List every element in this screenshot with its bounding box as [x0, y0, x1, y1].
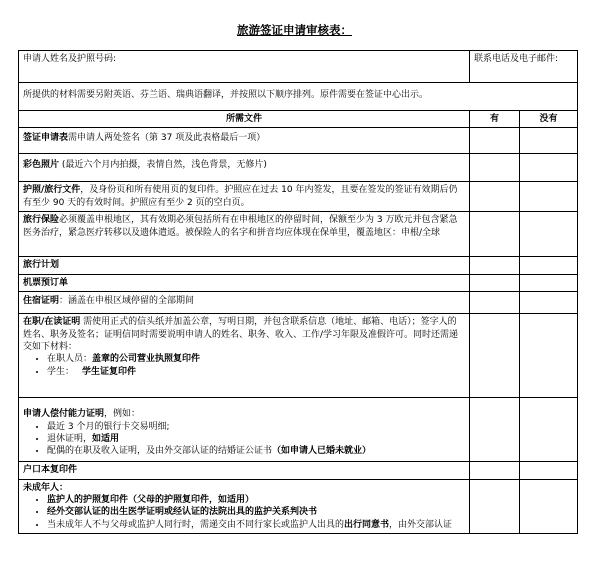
check-yes[interactable] — [470, 274, 520, 291]
contact-cell[interactable] — [470, 51, 578, 83]
check-yes[interactable] — [470, 398, 520, 462]
check-no[interactable] — [520, 314, 578, 398]
list-item: • 退休证明，如适用 — [47, 433, 465, 445]
list-item: • 当未成年人不与父母或监护人同行时，需递交由不同行家长或监护人出具的出行同意书，由外交部认证 — [47, 519, 465, 531]
row-passport — [19, 182, 470, 212]
list-item: • 监护人的护照复印件（父母的护照复印件，如适用） — [47, 494, 465, 506]
row-insurance — [19, 212, 470, 257]
employment-list — [23, 353, 465, 378]
check-yes[interactable] — [470, 257, 520, 274]
table-row — [19, 292, 578, 314]
check-yes[interactable] — [470, 314, 520, 398]
row-minor-title: 未成年人： — [23, 482, 69, 493]
row-insurance-desc: 必须覆盖申根地区，其有效期必须包括所有在申根地区的停留时间，保额至少为 3 万欧元并包含紧急医务治疗，紧急医疗转移以及遗体遣返。被保险人的名字和拼音均应体现在保单里，覆盖地区：申根/全球 — [23, 215, 458, 238]
row-hukou — [19, 462, 470, 479]
row-passport-title: 护照/旅行文件 — [23, 185, 81, 196]
check-no[interactable] — [520, 462, 578, 479]
note-cell — [19, 83, 578, 111]
table-row — [19, 314, 578, 398]
row-employment-desc: 需使用正式的信头纸并加盖公章，写明日期，并包含联系信息（地址、邮箱、电话）；签字人的姓名、职务及签名；证明信同时需要说明申请人的姓名、职务、收入、工作/学习年限及准假许可。同时还需递交如下材料： — [23, 317, 459, 353]
check-yes[interactable] — [470, 212, 520, 257]
row-flight — [19, 274, 470, 291]
note-row — [19, 83, 578, 111]
row-itinerary — [19, 257, 470, 274]
row-employment-title: 在职/在读证明 — [23, 317, 81, 328]
minor-list — [23, 494, 465, 531]
check-no[interactable] — [520, 182, 578, 212]
row-hukou-title: 户口本复印件 — [23, 465, 78, 476]
row-flight-title: 机票预订单 — [23, 277, 69, 288]
row-photo-title: 彩色照片 — [23, 160, 60, 171]
row-form — [19, 128, 470, 154]
row-finance-title: 申请人偿付能力证明 — [23, 409, 105, 420]
row-photo-desc: (最近六个月内拍摄，表情自然，浅色背景，无修片) — [59, 160, 267, 171]
table-row — [19, 398, 578, 462]
list-item: • 在职人员：盖章的公司营业执照复印件 — [47, 353, 465, 365]
row-insurance-title: 旅行保险 — [23, 215, 60, 226]
finance-list — [23, 421, 465, 458]
table-row — [19, 257, 578, 274]
table-row — [19, 479, 578, 534]
check-no[interactable] — [520, 154, 578, 182]
check-no[interactable] — [520, 398, 578, 462]
row-employment — [19, 314, 470, 398]
row-itinerary-title: 旅行计划 — [23, 260, 60, 271]
check-yes[interactable] — [470, 154, 520, 182]
table-row — [19, 274, 578, 291]
applicant-name-cell[interactable] — [19, 51, 470, 83]
check-no[interactable] — [520, 212, 578, 257]
row-form-title: 签证申请表 — [23, 133, 69, 144]
column-header-row — [19, 111, 578, 128]
row-finance — [19, 398, 470, 462]
check-yes[interactable] — [470, 292, 520, 314]
check-yes[interactable] — [470, 462, 520, 479]
row-hotel-desc: ：涵盖在申根区域停留的全部期间 — [59, 296, 195, 307]
table-row — [19, 182, 578, 212]
list-item: • 经外交部认证的出生医学证明或经认证的法院出具的监护关系判决书 — [47, 506, 465, 518]
check-no[interactable] — [520, 292, 578, 314]
row-form-desc: 需申请人两处签名（第 37 项及此表格最后一项） — [68, 133, 266, 144]
table-row — [19, 154, 578, 182]
table-row — [19, 462, 578, 479]
check-yes[interactable] — [470, 182, 520, 212]
note-text: 所提供的材料需要另附英语、芬兰语、瑞典语翻译，并按照以下顺序排列。原件需要在签证中心出示。 — [23, 90, 429, 100]
header-no: 没有 — [520, 111, 578, 128]
list-item: • 配偶的在职及收入证明，及由外交部认证的结婚证公证书（如申请人已婚未就业） — [47, 445, 465, 457]
row-minor — [19, 479, 470, 534]
header-yes: 有 — [470, 111, 520, 128]
check-no[interactable] — [520, 128, 578, 154]
row-finance-desc: ，例如： — [104, 409, 141, 420]
applicant-row — [19, 51, 578, 83]
check-yes[interactable] — [470, 479, 520, 534]
applicant-name-label: 申请人姓名及护照号码: — [23, 54, 117, 64]
check-yes[interactable] — [470, 128, 520, 154]
page-title: 旅游签证申请审核表： — [237, 23, 352, 37]
row-hotel-title: 住宿证明 — [23, 296, 60, 307]
contact-label: 联系电话及电子邮件: — [474, 54, 559, 64]
check-no[interactable] — [520, 257, 578, 274]
row-passport-desc: ，及身份页和所有使用页的复印件。护照应在过去 10 年内签发，且要在签发的签证有效期后仍有至少 90 天的有效时间。护照应有至少 2 页的空白页。 — [23, 185, 458, 208]
check-no[interactable] — [520, 479, 578, 534]
table-row — [19, 128, 578, 154]
table-row — [19, 212, 578, 257]
checklist-table — [18, 50, 578, 534]
header-docs: 所需文件 — [19, 111, 470, 128]
row-photo — [19, 154, 470, 182]
list-item: • 最近 3 个月的银行卡交易明细; — [47, 421, 465, 433]
list-item: • 学生： 学生证复印件 — [47, 366, 465, 378]
row-hotel — [19, 292, 470, 314]
check-no[interactable] — [520, 274, 578, 291]
